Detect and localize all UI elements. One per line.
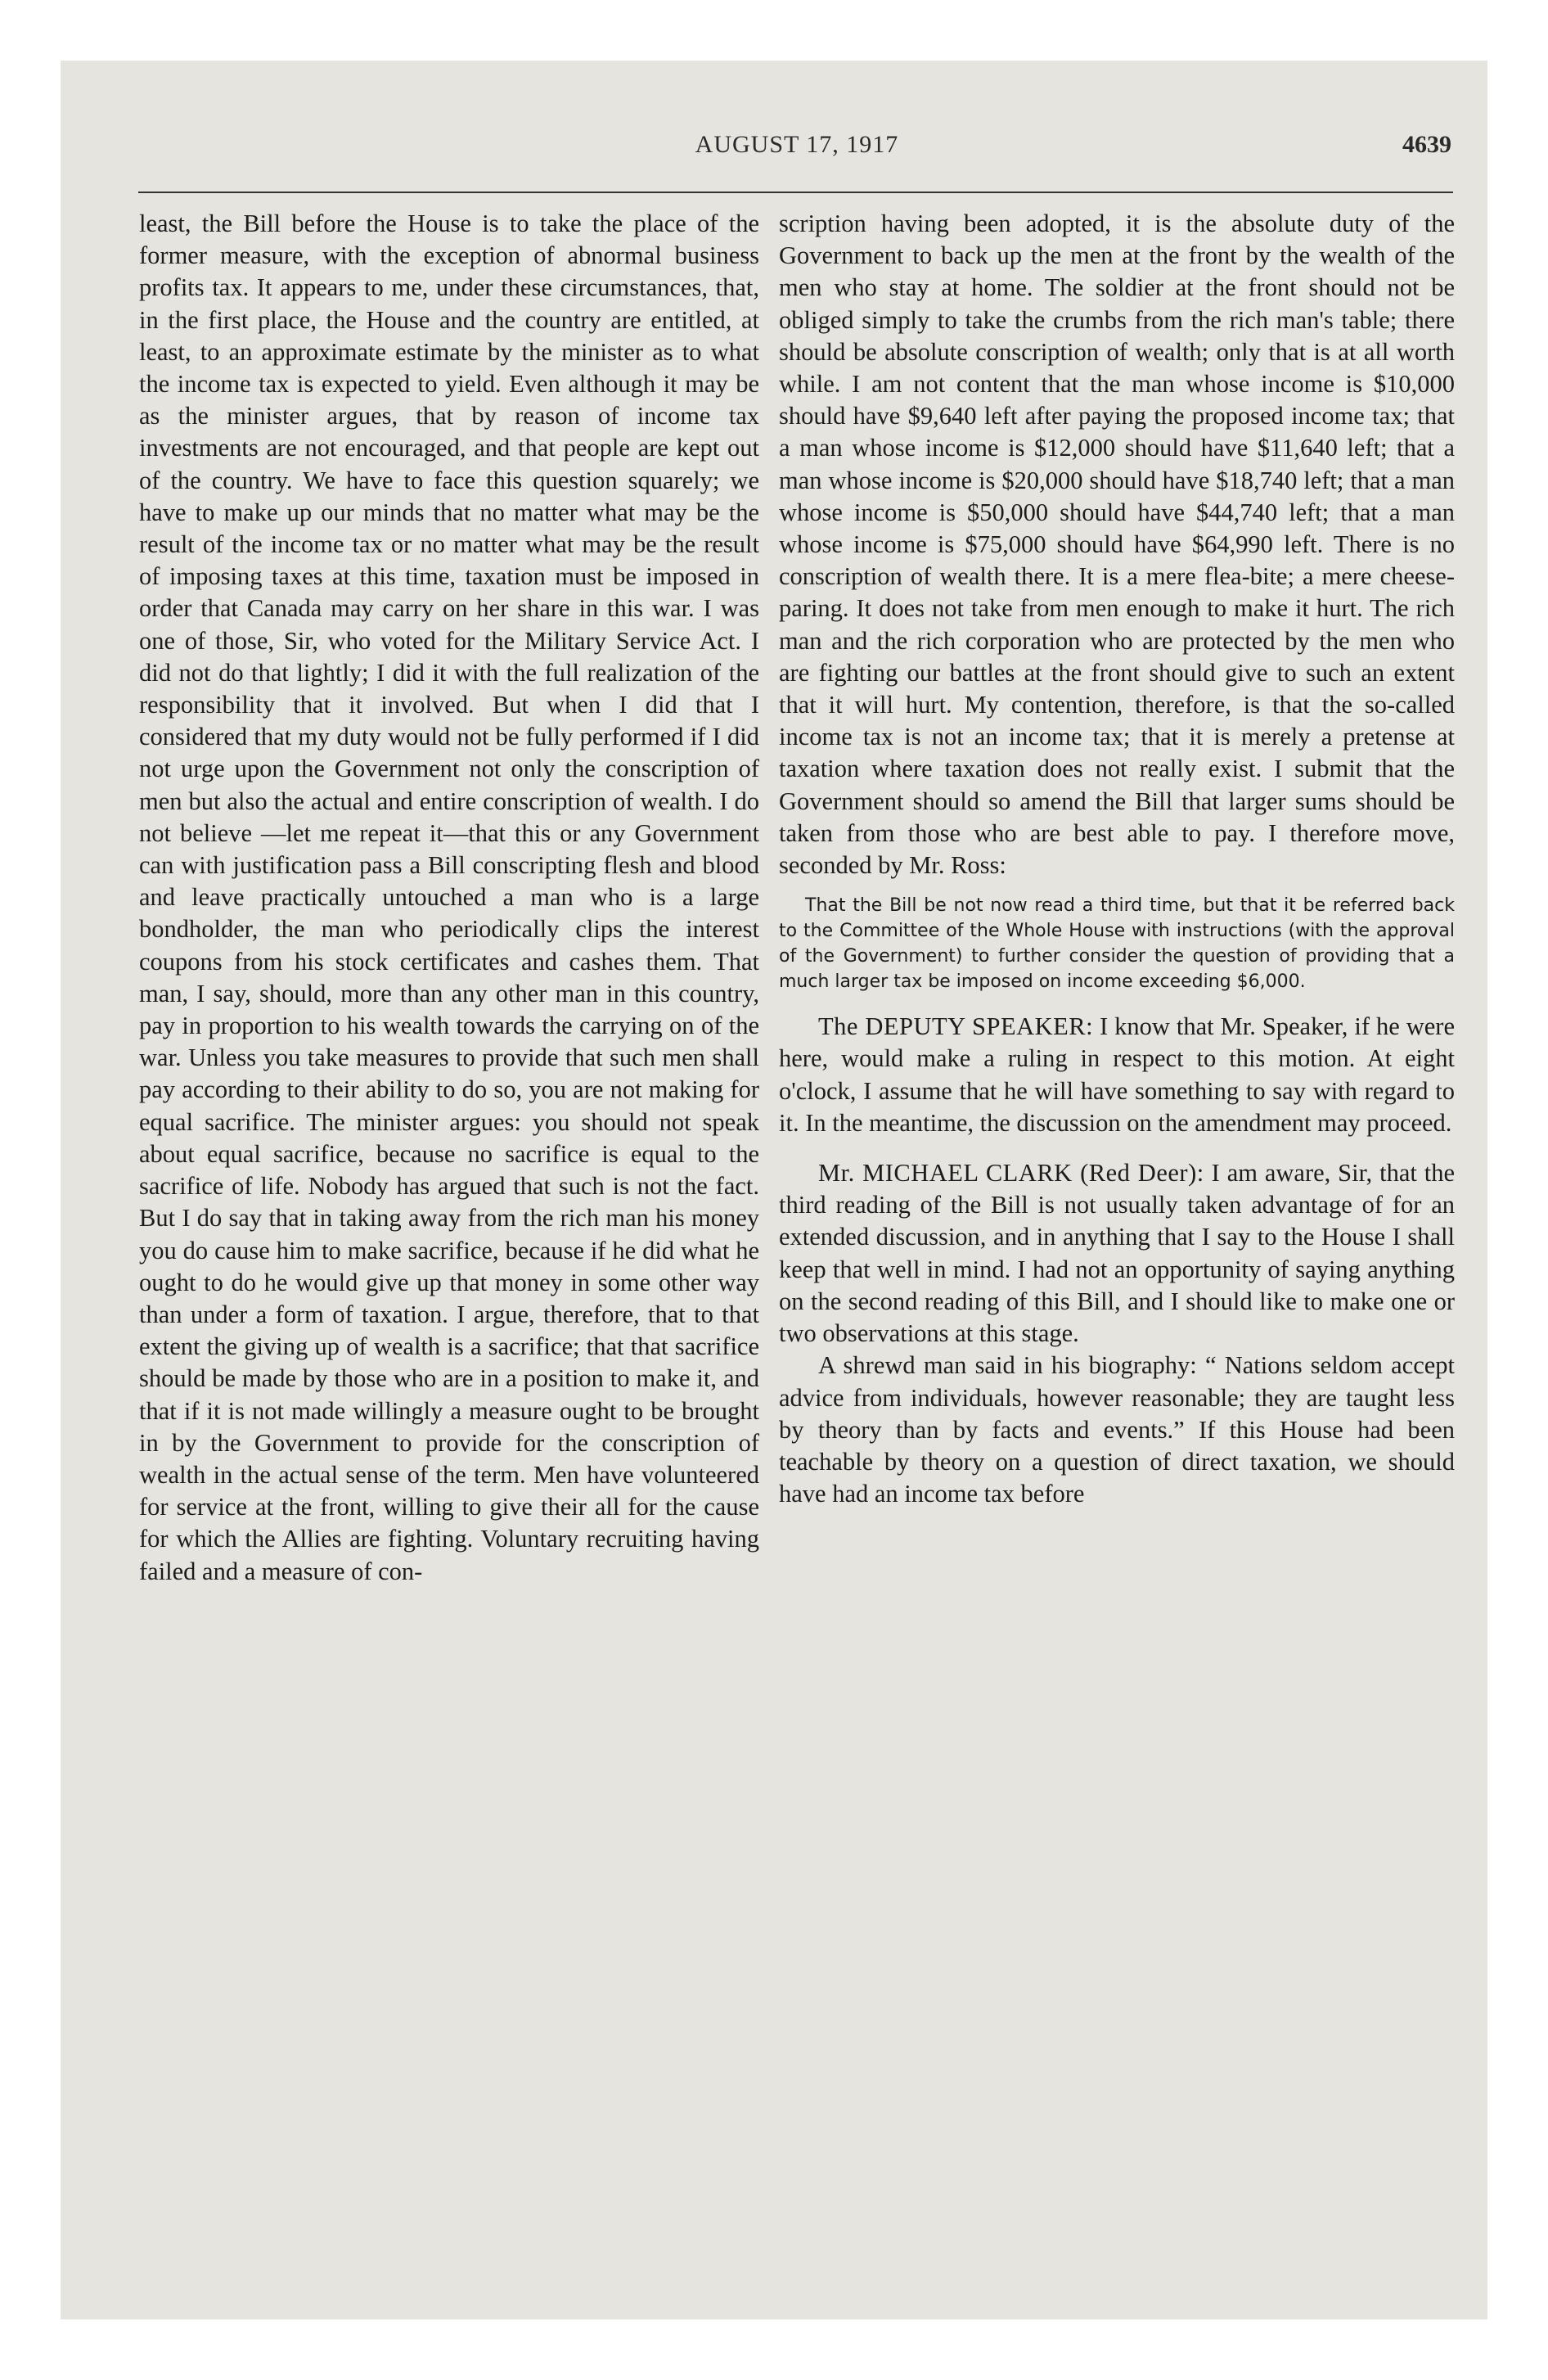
page-number: 4639 [1402, 131, 1451, 158]
motion-paragraph: That the Bill be not now read a third time, but that it be referred back to the Committee of the Whole House with instructions (with the approval of the Government) to further consider the question of providing that a much larger tax be imposed on income exceeding $6,000. [779, 895, 1455, 993]
right-column [779, 208, 1455, 1510]
right-paragraph-continuation: scription having been adopted, it is the absolute duty of the Government to back up the men at the front by the wealth of the men who stay at home. The soldier at the front should not be obliged simply to take the crumbs from the rich man's table; there should be absolute conscription of wealth; only that is at all worth while. I am not content that the man whose income is $10,000 should have $9,640 left after paying the proposed income tax; that a man whose income is $12,000 should have $11,640 left; that a man whose income is $20,000 should have $18,740 left; that a man whose income is $50,000 should have $44,740 left; that a man whose income is $75,000 should have $64,990 left. There is no conscription of wealth there. It is a mere flea-bite; a mere cheese-paring. It does not take from men enough to make it hurt. The rich man and the rich corporation who are protected by the men who are fighting our battles at the front should give to such an extent that it will hurt. My contention, therefore, is that the so-called income tax is not an income tax; that it is merely a pretense at taxation where taxation does not really exist. I submit that the Government should so amend the Bill that larger sums should be taken from those who are best able to pay. I therefore move, seconded by Mr. Ross: [779, 210, 1455, 880]
page-header [142, 131, 1451, 180]
scanned-page [61, 61, 1487, 2319]
motion-text [779, 893, 1455, 994]
left-column [139, 208, 759, 1588]
header-date: AUGUST 17, 1917 [695, 131, 899, 158]
biography-paragraph: A shrewd man said in his biography: “ Nations seldom accept advice from individuals, however reasonable; they are taught less by theory than by facts and events.” If this House had been teachable by theory on a question of direct taxation, we should have had an income tax before [779, 1351, 1455, 1508]
speaker-text: I am aware, Sir, that the third reading of the Bill is not usually taken advantage of for an extended discussion, and in anything that I say to the House I shall keep that well in mind. I had not an opportunity of saying anything on the second reading of this Bill, and I should like to make one or two observations at this stage. [779, 1159, 1455, 1348]
speaker-name: The DEPUTY SPEAKER: [818, 1012, 1094, 1041]
header-rule [138, 192, 1453, 193]
clark-paragraph [779, 1157, 1455, 1350]
deputy-speaker-paragraph [779, 1011, 1455, 1139]
speaker-name: Mr. MICHAEL CLARK (Red Deer): [818, 1159, 1204, 1188]
speaker-text: I know that Mr. Speaker, if he were here, would make a ruling in respect to this motion. At eight o'clock, I assume that he will have something to say with regard to it. In the meantime, the discussion on the amendment may proceed. [779, 1012, 1455, 1137]
left-paragraph: least, the Bill before the House is to take the place of the former measure, with the exception of abnormal business profits tax. It appears to me, under these circumstances, that, in the first place, the House and the country are entitled, at least, to an approximate estimate by the minister as to what the income tax is expected to yield. Even although it may be as the minister argues, that by reason of income tax investments are not encouraged, and that people are kept out of the country. We have to face this question squarely; we have to make up our minds that no matter what may be the result of the income tax or no matter what may be the result of imposing taxes at this time, taxation must be imposed in order that Canada may carry on her share in this war. I was one of those, Sir, who voted for the Military Service Act. I did not do that lightly; I did it with the full realization of the responsibility that it involved. But when I did that I considered that my duty would not be fully performed if I did not urge upon the Government not only the conscription of men but also the actual and entire conscription of wealth. I do not believe —let me repeat it—that this or any Government can with justification pass a Bill conscripting flesh and blood and leave practically untouched a man who is a large bondholder, the man who periodically clips the interest coupons from his stock certificates and cashes them. That man, I say, should, more than any other man in this country, pay in proportion to his wealth towards the carrying on of the war. Unless you take measures to provide that such men shall pay according to their ability to do so, you are not making for equal sacrifice. The minister argues: you should not speak about equal sacrifice, because no sacrifice is equal to the sacrifice of life. Nobody has argued that such is not the fact. But I do say that in taking away from the rich man his money you do cause him to make sacrifice, because if he did what he ought to do he would give up that money in some other way than under a form of taxation. I argue, therefore, that to that extent the giving up of wealth is a sacrifice; that that sacrifice should be made by those who are in a position to make it, and that if it is not made willingly a measure ought to be brought in by the Government to provide for the conscription of wealth in the actual sense of the term. Men have volunteered for service at the front, willing to give their all for the cause for which the Allies are fighting. Voluntary recruiting having failed and a measure of con- [139, 210, 759, 1585]
